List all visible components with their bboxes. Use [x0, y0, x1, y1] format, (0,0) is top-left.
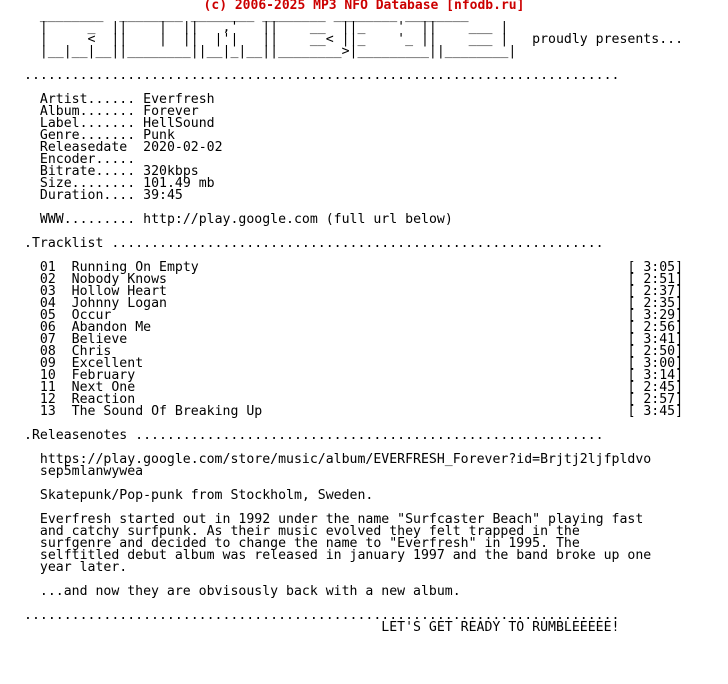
info-key: WWW......... — [39, 212, 136, 227]
notes-genre-line: Skatepunk/Pop-punk from Stockholm, Sweden. — [39, 488, 374, 503]
nfodb-credit: (c) 2006-2025 MP3 NFO Database [nfodb.ru] — [203, 0, 525, 13]
info-key: Label....... — [39, 116, 136, 131]
track-time: 2:50 — [643, 344, 676, 359]
releasedate-value: 2020-02-02 — [143, 140, 223, 155]
info-key: Size........ — [39, 176, 136, 191]
logo-art — [24, 8, 683, 59]
notes-text-line: surfgenre and decided to change the name to "Everfresh" in 1995. The — [39, 536, 580, 551]
track-number: 07 — [39, 332, 56, 347]
size-value: 101.49 mb — [143, 176, 215, 191]
track-time: 2:45 — [643, 380, 676, 395]
track-title: February — [71, 368, 136, 383]
notes-text-line: and catchy surfpunk. As their music evolved they felt trapped in the — [39, 524, 580, 539]
divider-bottom: ........................................................................... — [24, 608, 620, 623]
divider-top: ........................................................................... — [24, 68, 620, 83]
logo-line: ________ ________ ________ ________ ________ ________ — [39, 8, 469, 23]
track-number: 03 — [39, 284, 56, 299]
notes-text-line: selftitled debut album was released in january 1997 and the band broke up one — [39, 548, 652, 563]
info-key: Artist...... — [39, 92, 136, 107]
logo-line: |__|__|__||________||__|_|__||________>|_________||________| — [39, 44, 517, 59]
track-number: 12 — [39, 392, 56, 407]
track-title: Abandon Me — [71, 320, 152, 335]
www-value: http://play.google.com (full url below) — [143, 212, 453, 227]
track-title: The Sound Of Breaking Up — [71, 404, 263, 419]
track-title: Reaction — [71, 392, 136, 407]
tracklist-heading: .Tracklist .............................................................. — [24, 236, 604, 251]
genre-value: Punk — [143, 128, 175, 143]
track-number: 11 — [39, 380, 56, 395]
track-time: 3:00 — [643, 356, 676, 371]
album-value: Forever — [143, 104, 199, 119]
track-time: 3:41 — [643, 332, 676, 347]
track-number: 09 — [39, 356, 56, 371]
track-time: 2:51 — [643, 272, 676, 287]
track-time: 2:35 — [643, 296, 676, 311]
track-title: Occur — [71, 308, 112, 323]
track-time: 2:56 — [643, 320, 676, 335]
track-number: 01 — [39, 260, 56, 275]
track-number: 05 — [39, 308, 56, 323]
notes-text-line: Everfresh started out in 1992 under the name "Surfcaster Beach" playing fast — [39, 512, 644, 527]
track-title: Running On Empty — [71, 260, 199, 275]
duration-value: 39:45 — [143, 188, 183, 203]
track-number: 02 — [39, 272, 56, 287]
track-time: 3:14 — [643, 368, 676, 383]
track-title: Chris — [71, 344, 112, 359]
track-number: 04 — [39, 296, 56, 311]
signoff: LET'S GET READY TO RUMBLEEEEE! — [381, 620, 620, 635]
track-time: 2:37 — [643, 284, 676, 299]
track-number: 10 — [39, 368, 56, 383]
track-time: 3:29 — [643, 308, 676, 323]
track-number: 08 — [39, 344, 56, 359]
track-time: 2:57 — [643, 392, 676, 407]
releasenotes-heading: .Releasenotes ........................................................... — [24, 428, 604, 443]
proudly-presents: proudly presents... — [532, 32, 684, 47]
logo-line: | _ || | || ,' || __ ||_ ' || ___ | — [39, 20, 509, 35]
release-url: https://play.google.com/store/music/album/EVERFRESH_Forever?id=Brjtj2ljfpldvo — [39, 452, 652, 467]
info-key: Releasedate — [39, 140, 136, 155]
info-key: Genre....... — [39, 128, 136, 143]
release-url: sep5mlanwywea — [39, 464, 144, 479]
track-number: 13 — [39, 404, 56, 419]
track-title: Next One — [71, 380, 136, 395]
notes-text-line: year later. — [39, 560, 128, 575]
bitrate-value: 320kbps — [143, 164, 199, 179]
track-title: Excellent — [71, 356, 144, 371]
notes-closing-line: ...and now they are obvisously back with a new album. — [39, 584, 461, 599]
logo-line: | < || | || |'| || __< ||_ '_ || ___ | — [39, 32, 509, 47]
track-number: 06 — [39, 320, 56, 335]
track-title: Nobody Knows — [71, 272, 167, 287]
track-title: Believe — [71, 332, 128, 347]
info-key: Album....... — [39, 104, 136, 119]
nfo-document: ________ ________ ________ ________ ________ ________ | _ || | || ,' || __ ||_ ' || ___ | | < || | || |'| || __< ||_ '_ || ___ | proudly presents... |__|__|__||________||__|_|__||________>|_________||________| ........................................................................... Artist...... Everfresh Album....... Forever Label....... HellSound Genre....... Punk Releasedate 2020-02-02 Encoder..... Bitrate..... 320kbps Size........ 101.49 mb Duration.... 39:45 WWW......... http://play.google.com (full url below) .Tracklist .............................................................. 01 Running On Empty [ 3:05] 02 Nobody Knows [ 2:51] 03 Hollow Heart [ 2:37] 04 Johnny Logan [ 2:35] 05 Occur [ 3:29] 06 Abandon Me [ 2:56] 07 Believe [ 3:41] 08 Chris [ 2:50] 09 Excellent [ 3:00] 10 February [ 3:14] 11 Next One [ 2:45] 12 Reaction [ 2:57] 13 The Sound Of Breaking Up [ 3:45] .Releasenotes ........................................................... https://play.google.com/store/music/album/EVERFRESH_Forever?id=Brjtj2ljfpldvo sep5mlanwywea Skatepunk/Pop-punk from Stockholm, Sweden. Everfresh started out in 1992 under the name "Surfcaster Beach" playing fast and catchy surfpunk. As their music evolved they felt trapped in the surfgenre and decided to change the name to "Everfresh" in 1995. The selftitled debut album was released in january 1997 and the band broke up one year later. ...and now they are obvisously back with a new album. ........................................................................... LET'S GET READY TO RUMBLEEEEE! — [24, 8, 684, 635]
track-title: Johnny Logan — [71, 296, 167, 311]
track-time: 3:05 — [643, 260, 676, 275]
info-key: Encoder..... — [39, 152, 136, 167]
track-title: Hollow Heart — [71, 284, 167, 299]
label-value: HellSound — [143, 116, 215, 131]
artist-value: Everfresh — [143, 92, 215, 107]
info-key: Bitrate..... — [39, 164, 136, 179]
info-key: Duration.... — [39, 188, 136, 203]
track-time: 3:45 — [643, 404, 676, 419]
